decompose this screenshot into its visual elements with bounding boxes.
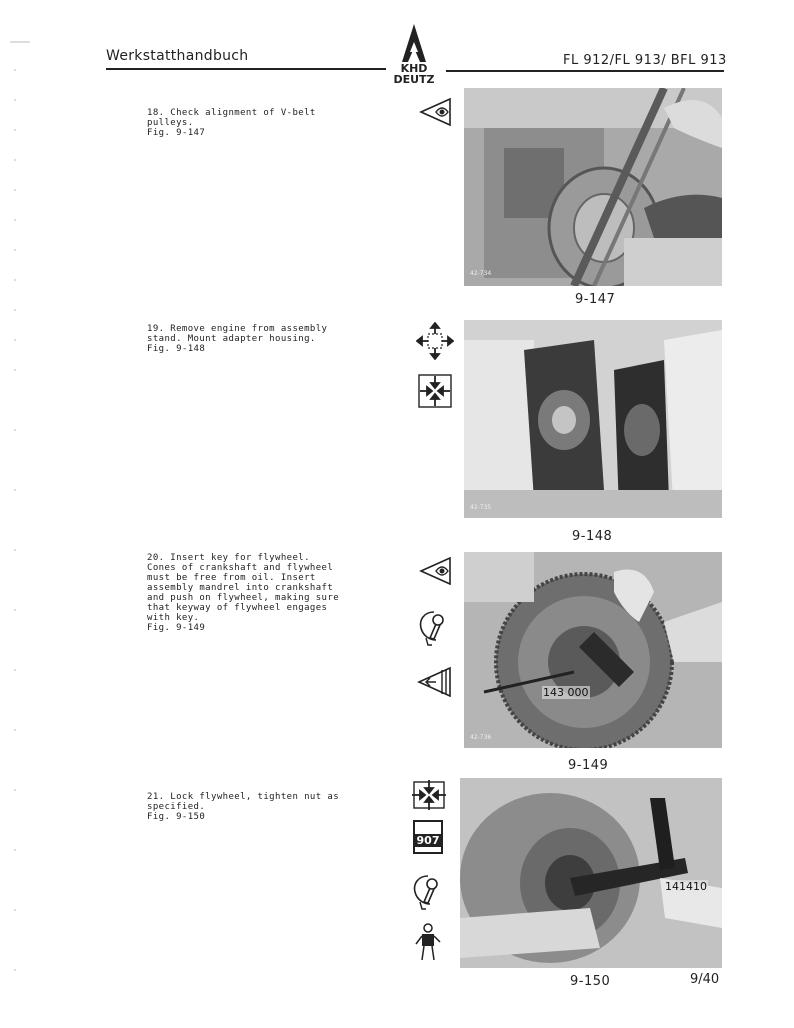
header-rule-right	[446, 70, 724, 72]
inspect-eye-icon	[418, 96, 454, 128]
step-line: that keyway of flywheel engages	[147, 603, 328, 613]
step-21	[147, 792, 357, 822]
logo-khd: KHD	[400, 62, 428, 75]
step-line: pulleys.	[147, 118, 194, 128]
special-tool-wrench-icon	[416, 608, 452, 648]
figure-caption: 9-148	[572, 529, 613, 544]
photo-number: 42-735	[470, 504, 492, 511]
step-19	[147, 324, 357, 354]
logo-emblem-icon	[384, 22, 444, 66]
figure-9-150-photo	[460, 778, 722, 968]
figure-caption: 9-149	[568, 758, 609, 773]
step-line: must be free from oil. Insert	[147, 573, 316, 583]
khd-deutz-logo	[384, 22, 444, 84]
mechanic-person-icon	[414, 922, 442, 962]
margin-marks	[6, 30, 36, 1010]
figure-9-149-photo	[464, 552, 722, 748]
step-line: with key.	[147, 613, 200, 623]
figure-9-147-photo	[464, 88, 722, 286]
header-rule-left	[106, 68, 386, 70]
step-line: specified.	[147, 802, 206, 812]
inspect-eye-icon	[418, 555, 454, 587]
flywheel-lock-image	[460, 778, 722, 968]
step-line: 21. Lock flywheel, tighten nut as	[147, 792, 340, 802]
manual-title: Werkstatthandbuch	[106, 48, 249, 64]
torque-spec-number: 907	[416, 834, 440, 847]
step-figure-ref: Fig. 9-147	[147, 128, 206, 138]
install-arrows-icon	[410, 778, 448, 812]
step-line: Cones of crankshaft and flywheel	[147, 563, 334, 573]
step-figure-ref: Fig. 9-148	[147, 344, 206, 354]
step-line: 18. Check alignment of V-belt	[147, 108, 316, 118]
flywheel-mandrel-image	[464, 552, 722, 748]
step-line: and push on flywheel, making sure	[147, 593, 340, 603]
remove-arrows-icon	[416, 322, 454, 360]
step-line: stand. Mount adapter housing.	[147, 334, 316, 344]
torque-spec-badge	[413, 820, 443, 854]
figure-caption: 9-150	[570, 974, 611, 989]
step-20	[147, 553, 357, 633]
step-line: 20. Insert key for flywheel.	[147, 553, 310, 563]
engine-models: FL 912/FL 913/ BFL 913	[563, 53, 727, 68]
tool-number-callout: 141410	[665, 880, 707, 893]
figure-caption: 9-147	[575, 292, 616, 307]
install-arrows-icon	[416, 372, 454, 410]
photo-number: 42-734	[470, 270, 492, 277]
step-18	[147, 108, 357, 138]
step-line: 19. Remove engine from assembly	[147, 324, 328, 334]
step-line: assembly mandrel into crankshaft	[147, 583, 334, 593]
measure-gauge-icon	[416, 664, 454, 700]
special-tool-wrench-icon	[410, 872, 446, 912]
page-number: 9/40	[690, 972, 720, 987]
figure-9-148-photo	[464, 320, 722, 518]
tool-number-callout: 143 000	[543, 686, 589, 699]
v-belt-pulleys-image	[464, 88, 722, 286]
step-figure-ref: Fig. 9-149	[147, 623, 206, 633]
photo-number: 42-736	[470, 734, 492, 741]
logo-deutz: DEUTZ	[393, 73, 435, 86]
adapter-housing-image	[464, 320, 722, 518]
step-figure-ref: Fig. 9-150	[147, 812, 206, 822]
